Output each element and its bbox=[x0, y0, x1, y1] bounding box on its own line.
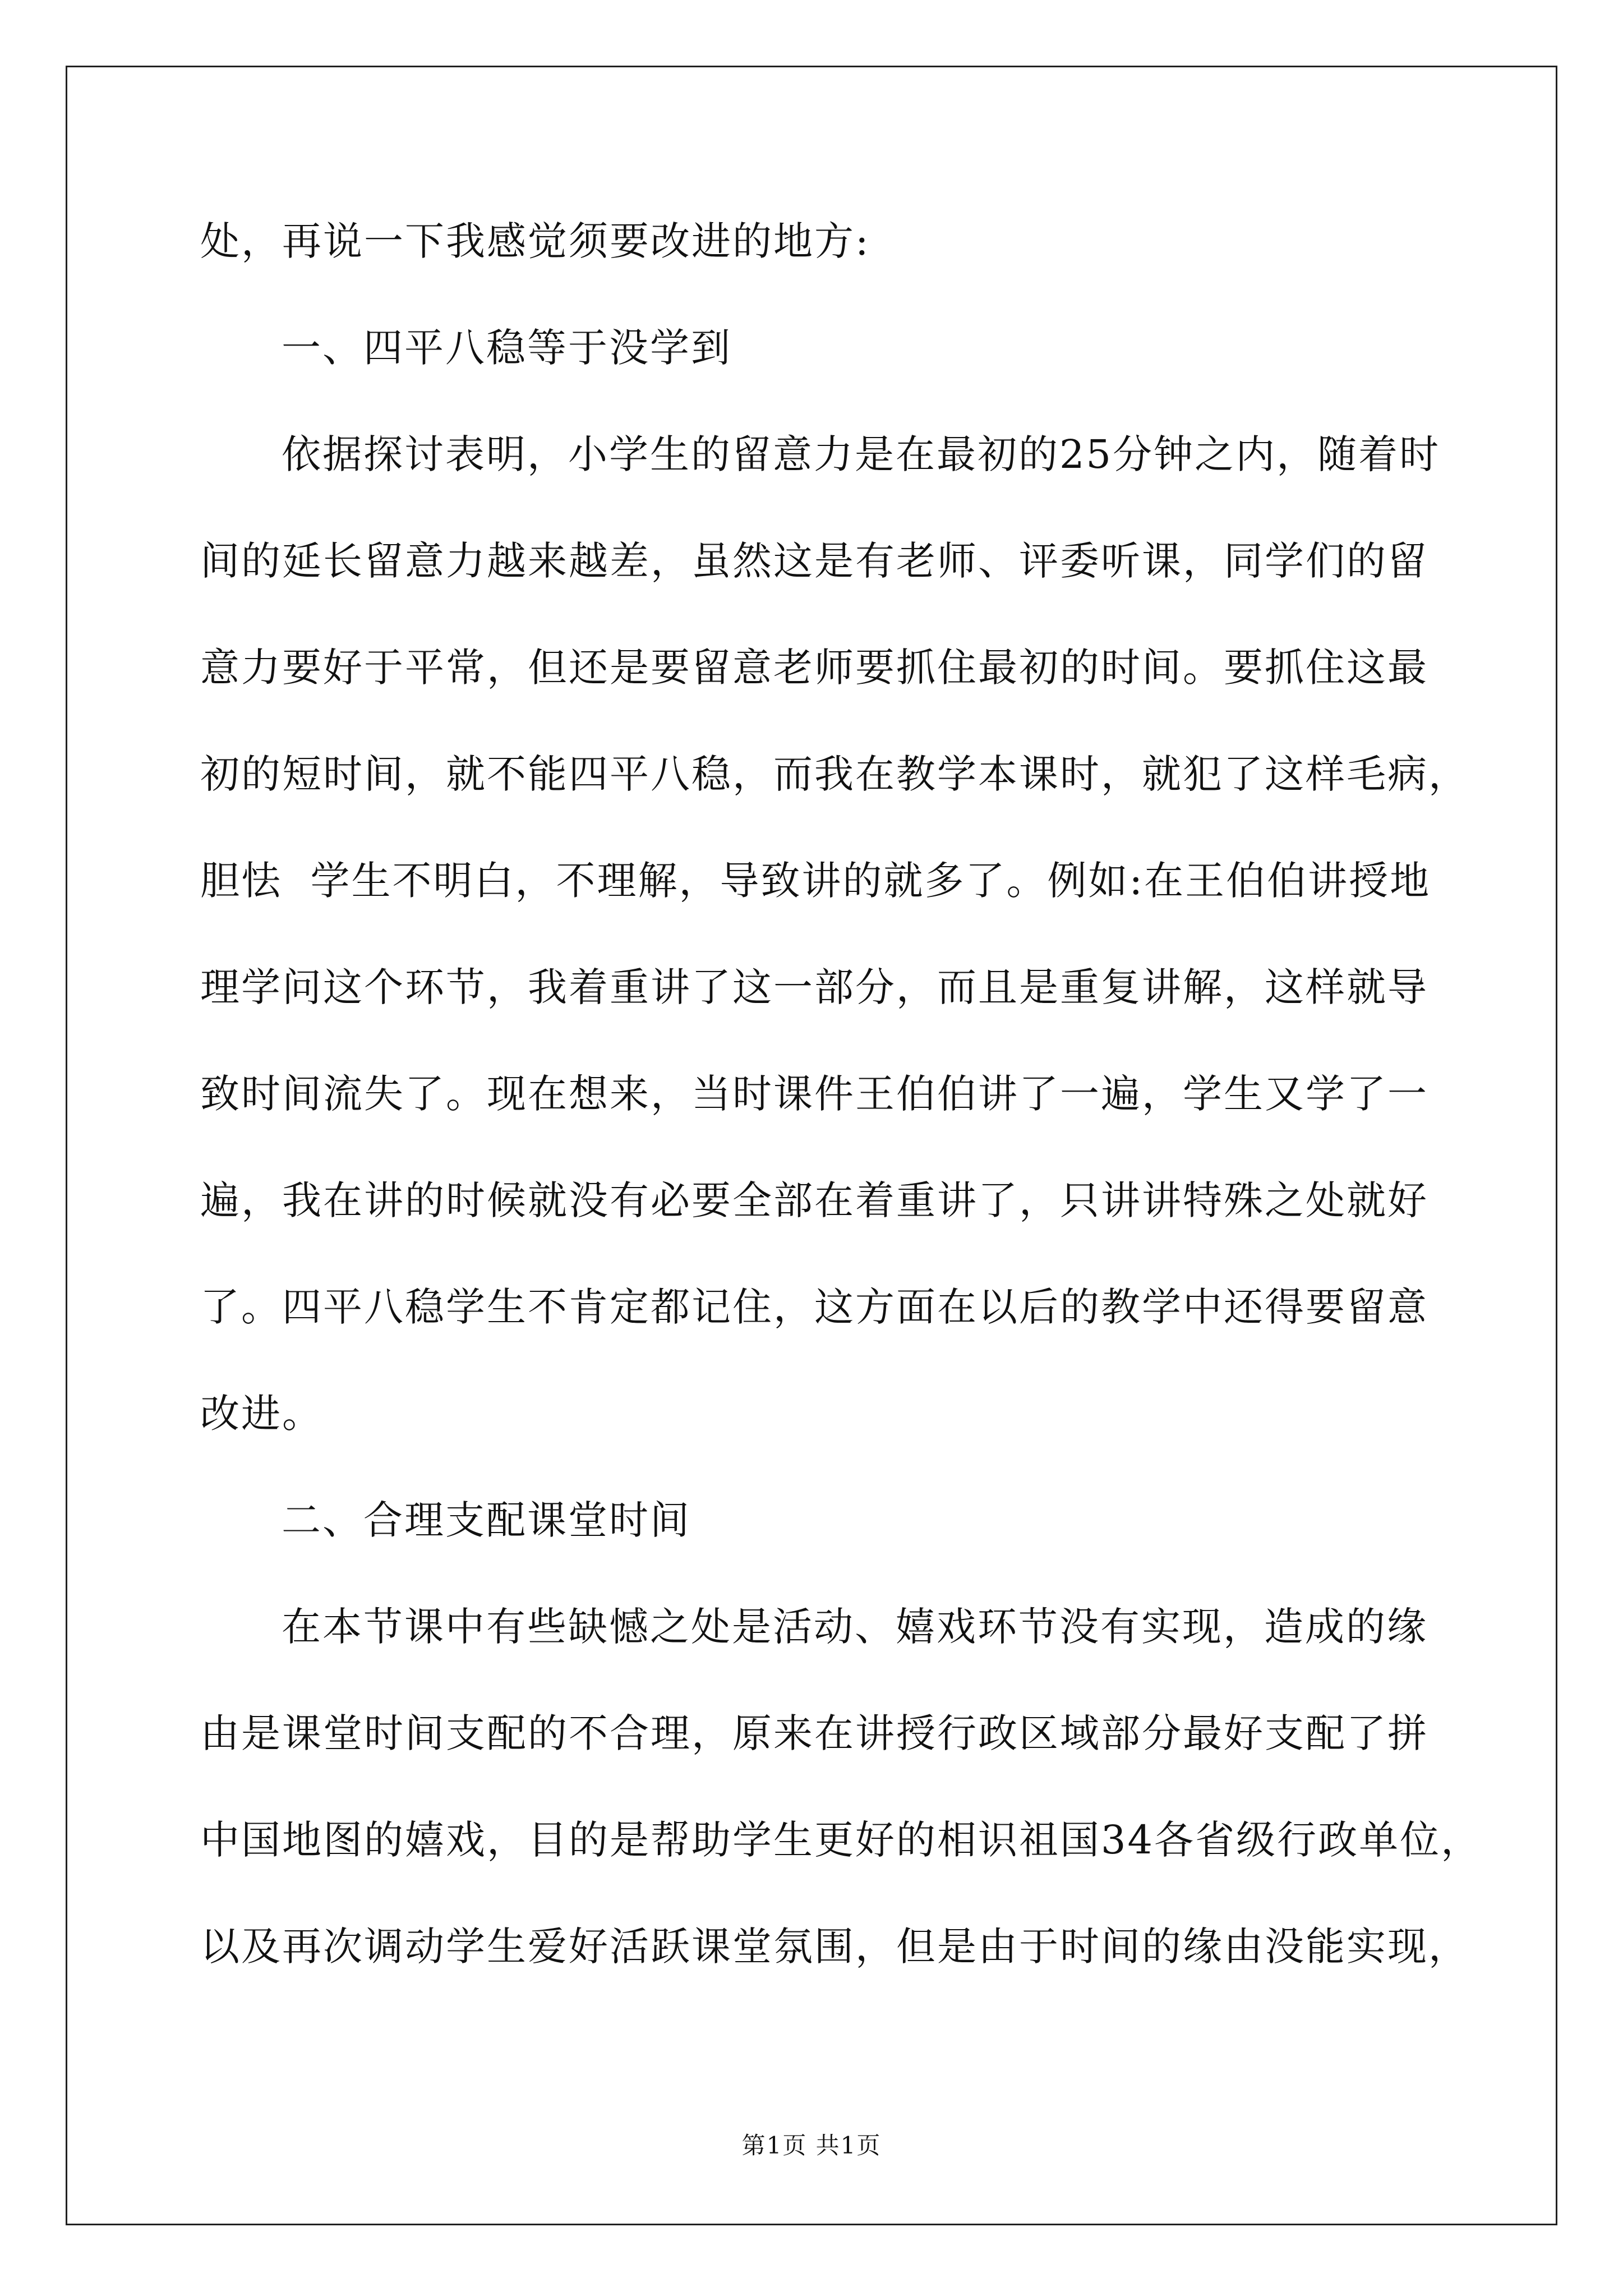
body-line: 了。四平八稳学生不肯定都记住，这方面在以后的教学中还得要留意 bbox=[200, 1284, 1428, 1330]
body-line: 遍，我在讲的时候就没有必要全部在着重讲了，只讲讲特殊之处就好 bbox=[200, 1177, 1428, 1223]
section-heading-1: 一、四平八稳等于没学到 bbox=[282, 325, 732, 371]
body-line: 以及再次调动学生爱好活跃课堂氛围，但是由于时间的缘由没能实现， bbox=[200, 1924, 1469, 1970]
body-line: 间的延长留意力越来越差，虽然这是有老师、评委听课，同学们的留 bbox=[200, 538, 1428, 584]
body-line: 改进。 bbox=[200, 1391, 323, 1437]
body-line: 胆怯 学生不明白，不理解，导致讲的就多了。例如:在王伯伯讲授地 bbox=[200, 858, 1431, 904]
body-line: 处，再说一下我感觉须要改进的地方: bbox=[200, 218, 870, 264]
section-heading-2: 二、合理支配课堂时间 bbox=[282, 1497, 691, 1543]
body-line: 意力要好于平常，但还是要留意老师要抓住最初的时间。要抓住这最 bbox=[200, 645, 1428, 691]
page-footer: 第1页 共1页 bbox=[741, 2132, 882, 2159]
body-line: 依据探讨表明，小学生的留意力是在最初的25分钟之内，随着时 bbox=[282, 431, 1441, 477]
body-line: 初的短时间，就不能四平八稳，而我在教学本课时，就犯了这样毛病， bbox=[200, 751, 1469, 797]
document-body bbox=[200, 218, 1482, 2033]
body-line: 中国地图的嬉戏，目的是帮助学生更好的相识祖国34各省级行政单位， bbox=[200, 1817, 1482, 1863]
body-line: 致时间流失了。现在想来，当时课件王伯伯讲了一遍，学生又学了一 bbox=[200, 1071, 1428, 1117]
body-line: 由是课堂时间支配的不合理，原来在讲授行政区域部分最好支配了拼 bbox=[200, 1710, 1428, 1756]
body-line: 理学问这个环节，我着重讲了这一部分，而且是重复讲解，这样就导 bbox=[200, 964, 1428, 1010]
body-line: 在本节课中有些缺憾之处是活动、嬉戏环节没有实现，造成的缘 bbox=[282, 1604, 1428, 1650]
